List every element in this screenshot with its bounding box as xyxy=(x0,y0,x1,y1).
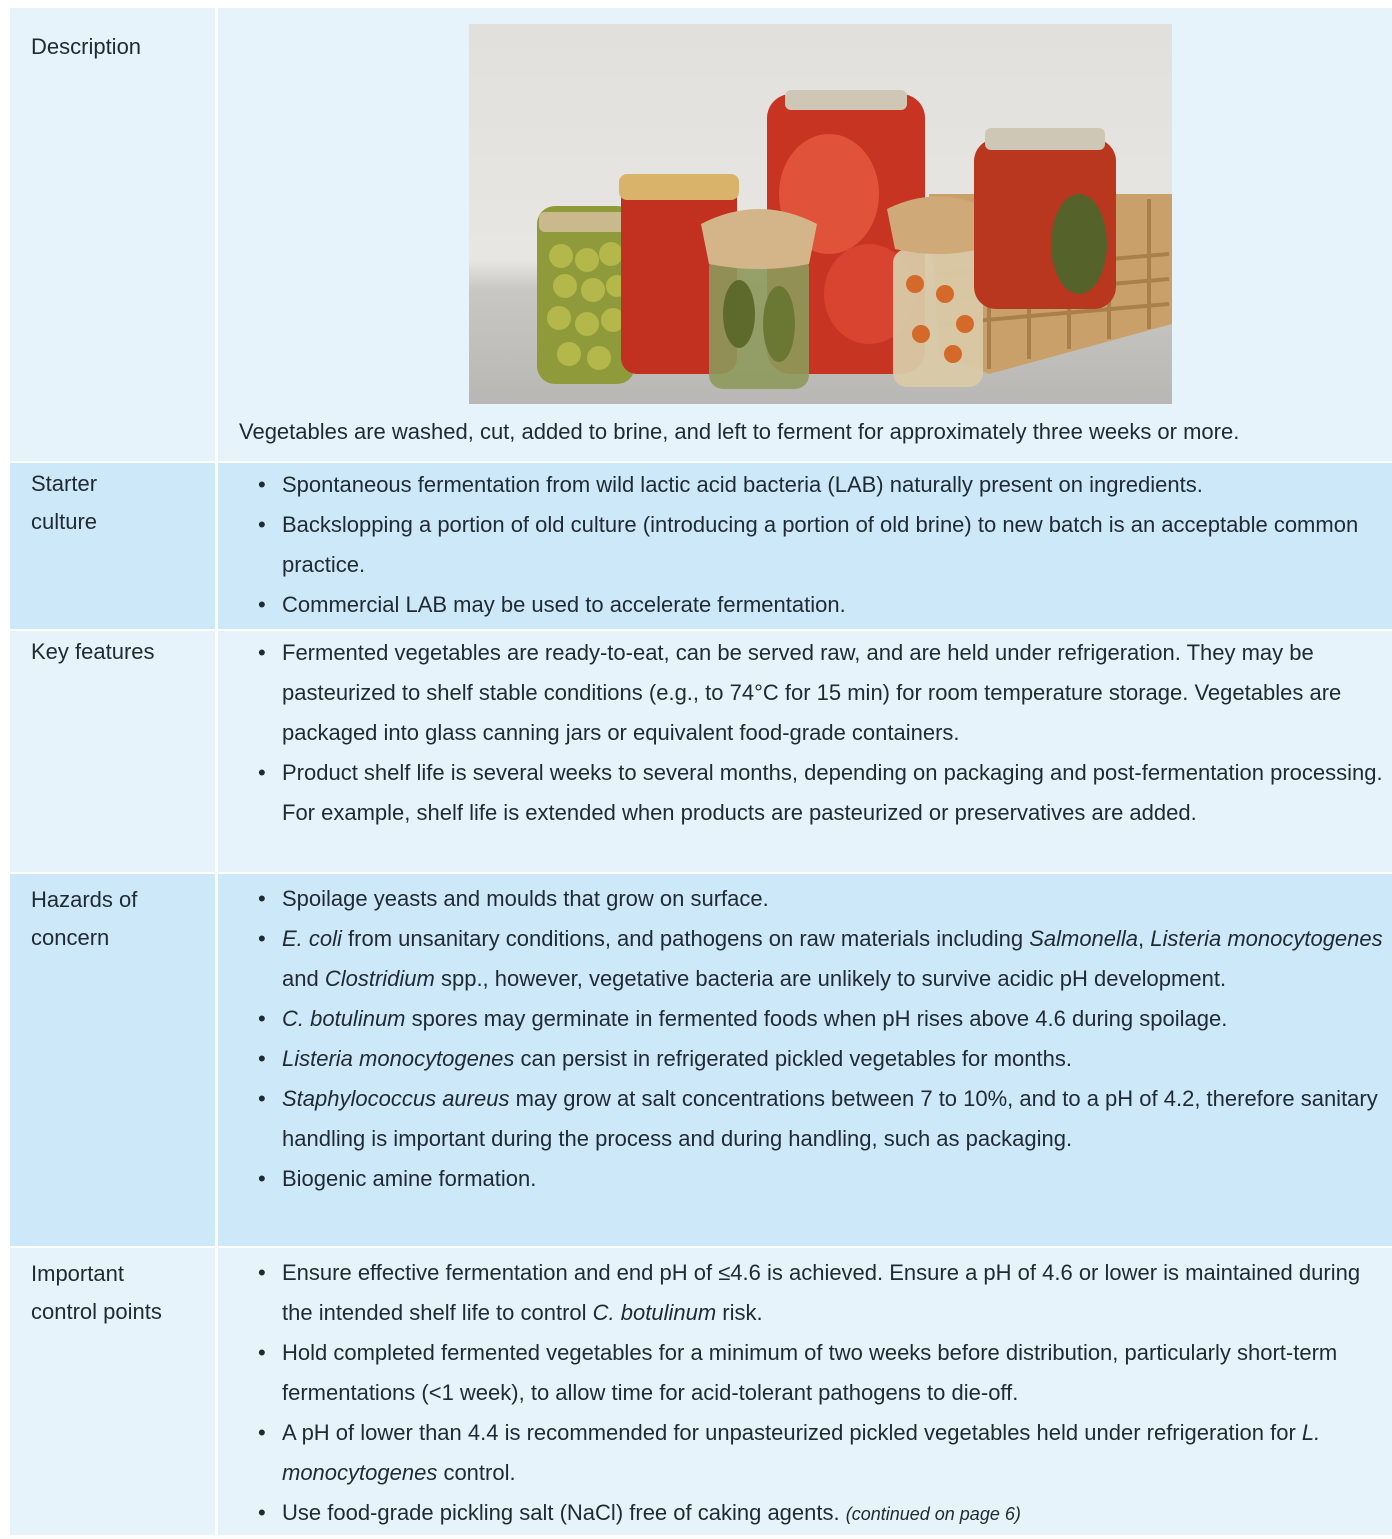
organism-name: Salmonella xyxy=(1029,926,1139,951)
list-item xyxy=(255,1079,1386,1159)
text-span: may grow at salt concentrations between 7 to 10%, and to a pH of 4.2, therefore sanitary handling is important during the process and during handling, such as packaging. xyxy=(282,1086,1378,1151)
row-hazards-of-concern xyxy=(10,874,1392,1246)
list-item xyxy=(255,1413,1386,1493)
key-features-content xyxy=(218,631,1392,872)
description-caption: Vegetables are washed, cut, added to brine, and left to ferment for approximately three weeks or more. xyxy=(239,419,1240,444)
list-item xyxy=(255,919,1386,999)
hazards-bullet-list xyxy=(255,879,1386,1199)
label-description: Description xyxy=(10,8,215,461)
list-item xyxy=(255,1039,1386,1079)
list-item: • Biogenic amine formation. xyxy=(255,1159,1386,1199)
label-starter-culture xyxy=(10,463,215,629)
label-line: control points xyxy=(31,1299,162,1324)
fermented-vegetables-table xyxy=(10,8,1392,1535)
text-span: , xyxy=(1138,926,1151,951)
description-content xyxy=(218,8,1392,461)
text-span: spores may germinate in fermented foods when pH rises above 4.6 during spoilage. xyxy=(405,1006,1228,1031)
list-item: • Spoilage yeasts and moulds that grow on surface. xyxy=(255,879,1386,919)
row-description xyxy=(10,8,1392,461)
text-span: A pH of lower than 4.4 is recommended for unpasteurized pickled vegetables held under refrigeration for xyxy=(282,1420,1302,1445)
row-starter-culture xyxy=(10,463,1392,629)
text-span: and xyxy=(282,966,325,991)
organism-name: E. coli xyxy=(282,926,342,951)
text-span: Ensure effective fermentation and end pH of ≤4.6 is achieved. Ensure a pH of 4.6 or lower is maintained during the intended shelf life to control xyxy=(282,1260,1361,1325)
continued-note: (continued on page 6) xyxy=(845,1504,1021,1524)
label-control-points xyxy=(10,1248,215,1535)
jars-illustration xyxy=(469,24,1172,404)
label-line: Important xyxy=(31,1261,124,1286)
text-span: can persist in refrigerated pickled vegetables for months. xyxy=(514,1046,1072,1071)
label-key-features: Key features xyxy=(10,631,215,872)
text-span: from unsanitary conditions, and pathogens on raw materials including xyxy=(341,926,1030,951)
label-hazards xyxy=(10,874,215,1246)
key-features-bullet-list xyxy=(255,633,1386,833)
text-span: Use food-grade pickling salt (NaCl) free of caking agents. xyxy=(282,1500,846,1525)
organism-name: Listeria monocytogenes xyxy=(1150,926,1383,951)
fermented-vegetable-jars-photo xyxy=(469,24,1172,404)
control-points-bullet-list xyxy=(255,1253,1386,1534)
organism-name: Staphylococcus aureus xyxy=(282,1086,510,1111)
list-item xyxy=(255,1493,1386,1534)
control-points-content xyxy=(218,1248,1392,1535)
organism-name: C. botulinum xyxy=(592,1300,717,1325)
row-important-control-points xyxy=(10,1248,1392,1535)
list-item: • Spontaneous fermentation from wild lactic acid bacteria (LAB) naturally present on ingredients. xyxy=(255,465,1386,505)
organism-name: Clostridium xyxy=(324,966,435,991)
hazards-content xyxy=(218,874,1392,1246)
starter-content xyxy=(218,463,1392,629)
label-line: culture xyxy=(31,509,98,534)
starter-bullet-list xyxy=(255,465,1386,625)
label-line: concern xyxy=(31,925,110,950)
text-span: spp., however, vegetative bacteria are unlikely to survive acidic pH development. xyxy=(434,966,1227,991)
organism-name: Listeria monocytogenes xyxy=(282,1046,515,1071)
label-line: Starter xyxy=(31,471,98,496)
list-item: • Hold completed fermented vegetables for a minimum of two weeks before distribution, particularly short-term fermentations (<1 week), to allow time for acid-tolerant pathogens to die-off. xyxy=(255,1333,1386,1413)
list-item: • Product shelf life is several weeks to several months, depending on packaging and post-fermentation processing. For example, shelf life is extended when products are pasteurized or preservatives are added. xyxy=(255,753,1386,833)
list-item: • Backslopping a portion of old culture (introducing a portion of old brine) to new batch is an acceptable common practice. xyxy=(255,505,1386,585)
list-item: • Fermented vegetables are ready-to-eat, can be served raw, and are held under refrigeration. They may be pasteurized to shelf stable conditions (e.g., to 74°C for 15 min) for room temperature storage. Vegetables are packaged into glass canning jars or equivalent food-grade containers. xyxy=(255,633,1386,753)
text-span: risk. xyxy=(716,1300,763,1325)
list-item xyxy=(255,1253,1386,1333)
label-line: Hazards of xyxy=(31,887,138,912)
organism-name: C. botulinum xyxy=(282,1006,406,1031)
list-item: • Commercial LAB may be used to accelerate fermentation. xyxy=(255,585,1386,625)
row-key-features xyxy=(10,631,1392,872)
organism-name: L. monocytogenes xyxy=(282,1420,1321,1485)
text-span: control. xyxy=(437,1460,516,1485)
list-item xyxy=(255,999,1386,1039)
